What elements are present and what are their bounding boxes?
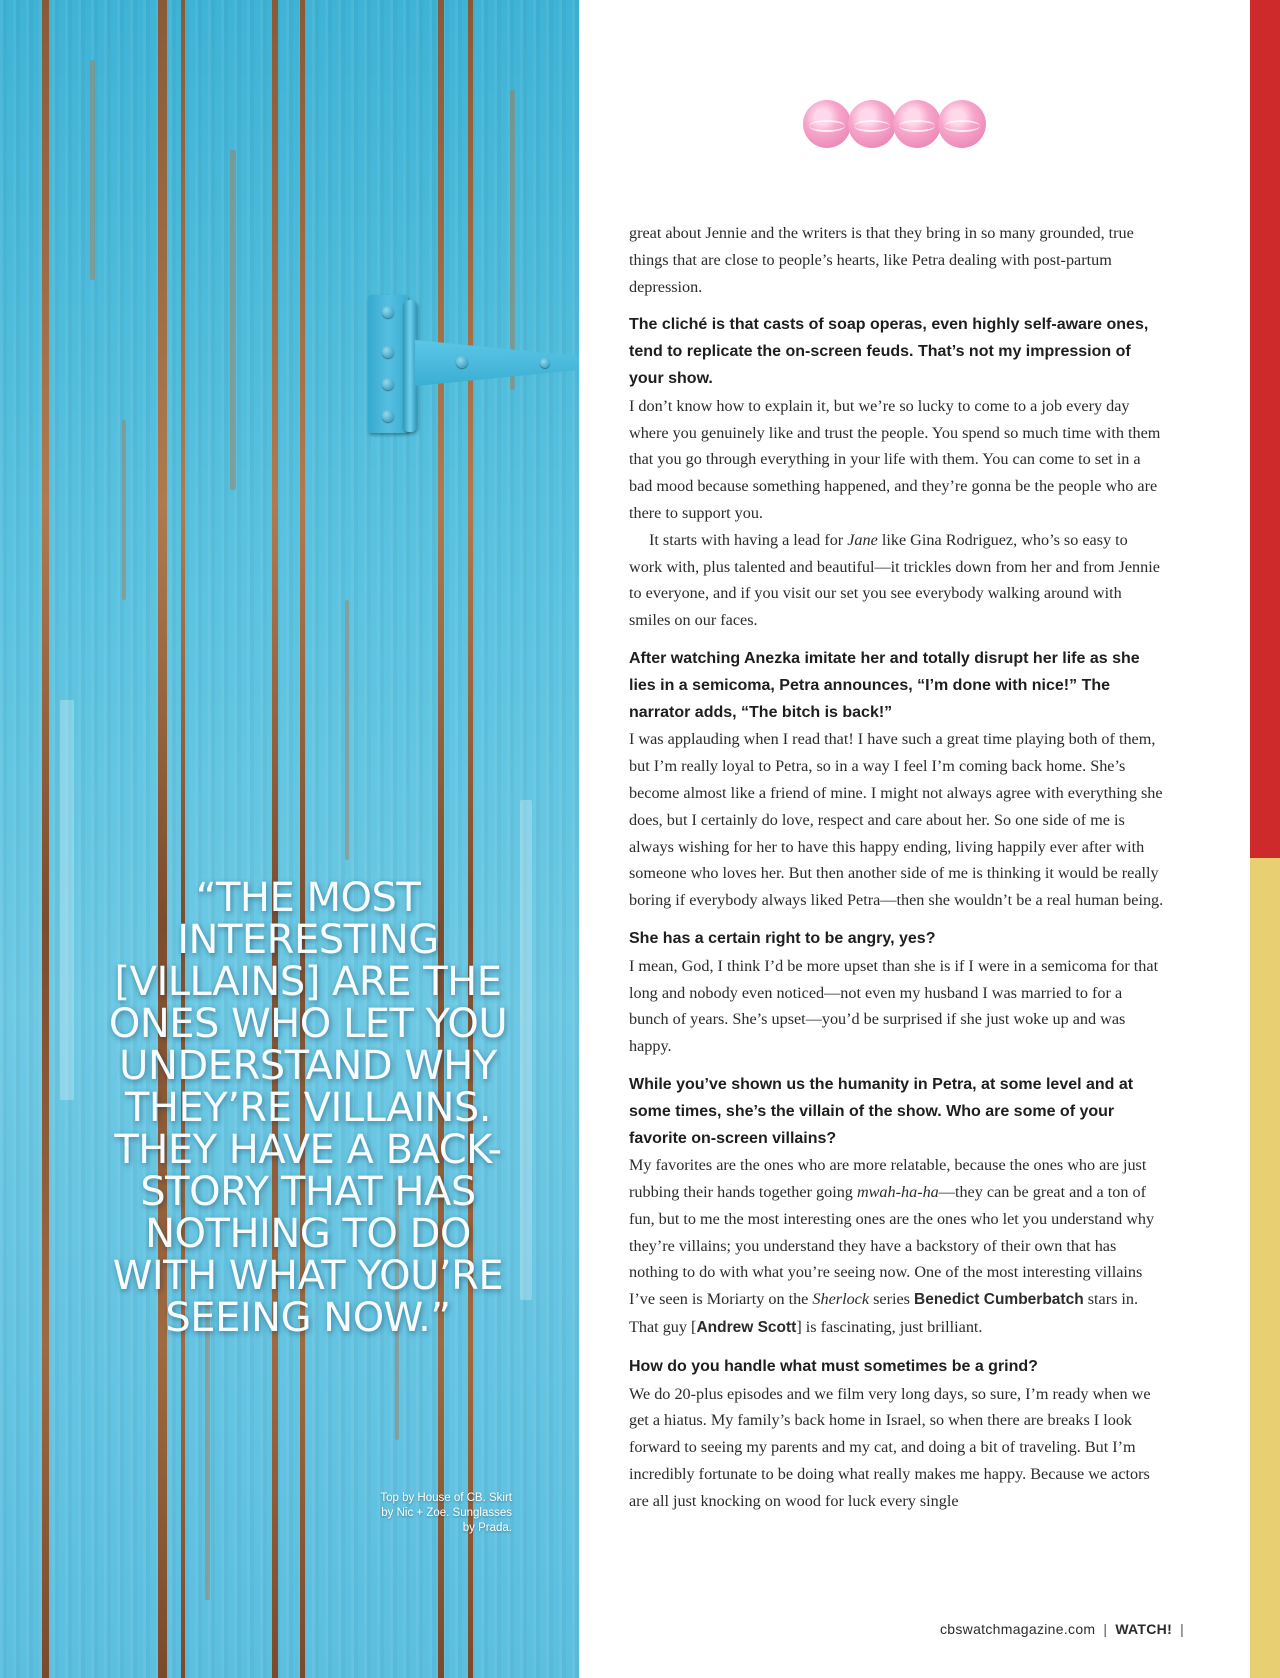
screw-icon <box>382 306 394 318</box>
footer-separator: | <box>1103 1621 1108 1637</box>
page-footer <box>940 1621 1192 1637</box>
door-hinge-pin <box>403 300 417 432</box>
text-run: It starts with having a lead for <box>649 530 848 549</box>
interview-question: How do you handle what must sometimes be a grind? <box>629 1357 1038 1375</box>
interview-question: While you’ve shown us the humanity in Petra, at some level and at some times, she’s the villain of the show. Who are some of your favorite on-screen villains? <box>629 1075 1134 1147</box>
cover-photo-wooden-door <box>0 0 579 1678</box>
interview-question: She has a certain right to be angry, yes? <box>629 929 936 947</box>
screw-icon <box>540 358 550 368</box>
plank-seam <box>158 0 167 1678</box>
text-run: series <box>869 1290 914 1309</box>
beach-ball-icon <box>803 100 851 148</box>
plank-seam <box>438 0 444 1678</box>
plank-seam <box>181 0 185 1678</box>
answer-paragraph: I mean, God, I think I’d be more upset than she is if I were in a semicoma for that long and nobody even noticed—not even my husband I was married to for a bunch of years. She’s upset—you’d be surprised if she just woke up and was happy. <box>629 956 1159 1056</box>
plank-seam <box>468 0 473 1678</box>
text-run: ] is fascinating, just brilliant. <box>796 1318 983 1337</box>
emphasis: mwah-ha-ha <box>856 1183 939 1202</box>
screw-icon <box>382 378 394 390</box>
footer-separator: | <box>1180 1621 1184 1637</box>
screw-icon <box>456 356 468 368</box>
text-run: stars in. That guy [ <box>629 1290 1139 1337</box>
footer-brand: WATCH! <box>1115 1621 1173 1637</box>
edge-bar-yellow <box>1250 858 1280 1678</box>
answer-paragraph: We do 20-plus episodes and we film very long days, so sure, I’m ready when we get a hiatus. My family’s back home in Israel, so when there are breaks I look forward to seeing my parents and my cat, and doing a bit of traveling. But I’m incredibly fortunate to be doing what really makes me happy. Because we actors are all just knocking on wood for luck every single <box>629 1384 1151 1510</box>
paint-wear <box>230 150 236 490</box>
paragraph: great about Jennie and the writers is that they bring in so many grounded, true things that are close to people’s hearts, like Petra dealing with post-partum depression. <box>629 224 1134 296</box>
beach-ball-icon <box>893 100 941 148</box>
plank-seam <box>272 0 278 1678</box>
plank-seam <box>300 0 305 1678</box>
footer-site-link[interactable]: cbswatchmagazine.com <box>939 1621 1096 1637</box>
beach-ball-icon <box>938 100 986 148</box>
text-run: like Gina Rodriguez, who’s so easy to work with, plus talented and beautiful—it trickles down from her and from Jennie to everyone, and if you visit our set you see everybody walking around with smiles on our faces. <box>629 530 1160 630</box>
actor-name: Andrew Scott <box>696 1319 797 1337</box>
show-title: Sherlock <box>812 1290 870 1309</box>
beach-ball-icon <box>848 100 896 148</box>
text-run: My favorites are the ones who are more relatable, because the ones who are just rubbing their hands together going <box>629 1156 1147 1202</box>
paint-wear <box>510 90 515 390</box>
paint-wear <box>122 420 126 600</box>
interview-question: The cliché is that casts of soap operas, even highly self-aware ones, tend to replicate the on-screen feuds. That’s not my impression of your show. <box>629 316 1149 387</box>
pull-quote: “THE MOST INTERESTING [VILLAINS] ARE THE ONES WHO LET YOU UNDERSTAND WHY THEY’RE VILLAINS. THEY HAVE A BACK-STORY THAT HAS NOTHING TO DO WITH WHAT YOU’RE SEEING NOW.” <box>108 875 508 1341</box>
screw-icon <box>382 410 394 422</box>
paint-wear <box>345 600 349 860</box>
text-run: —they can be great and a ton of fun, but to me the most interesting ones are the ones who let you understand why they’re villains; you understand they have a backstory of their own that has nothing to do with what you’re seeing now. One of the most interesting villains I’ve seen is Moriarty on the <box>629 1183 1155 1309</box>
answer-paragraph: I was applauding when I read that! I have such a great time playing both of them, but I’m really loyal to Petra, so in a way I feel I’m coming back home. She’s become almost like a friend of mine. I might not always agree with everything she does, but I certainly do love, respect and care about her. So one side of me is always wishing for her to have this happy ending, living happily ever after with someone who loves her. But then another side of me is thinking it would be really boring if everybody always liked Petra—then she wouldn’t be a real human being. <box>629 730 1164 910</box>
paint-wear <box>90 60 95 280</box>
wardrobe-credits: Top by House of CB. Skirt by Nic + Zoe. Sunglasses by Prada. <box>380 1492 512 1534</box>
show-title: Jane <box>847 530 878 549</box>
interview-question: After watching Anezka imitate her and totally disrupt her life as she lies in a semicoma, Petra announces, “I’m done with nice!” The narrator adds, “The bitch is back!” <box>629 649 1140 721</box>
screw-icon <box>382 346 394 358</box>
paint-highlight <box>60 700 74 1100</box>
edge-bar-red <box>1250 0 1280 858</box>
answer-paragraph: I don’t know how to explain it, but we’re so lucky to come to a job every day where you genuinely like and trust the people. You spend so much time with them that you go through everything in your life with them. You can come to set in a bad mood because something happened, and they’re gonna be the people who are there to support you. <box>629 396 1161 522</box>
door-hinge-strap <box>415 340 579 386</box>
plank-seam <box>42 0 49 1678</box>
actor-name: Benedict Cumberbatch <box>914 1291 1084 1309</box>
answer-paragraph <box>629 1152 1165 1342</box>
paint-wear <box>205 1300 210 1600</box>
answer-paragraph <box>629 527 1165 634</box>
article-body <box>629 220 1165 1515</box>
beach-ball-ornament <box>803 100 986 148</box>
